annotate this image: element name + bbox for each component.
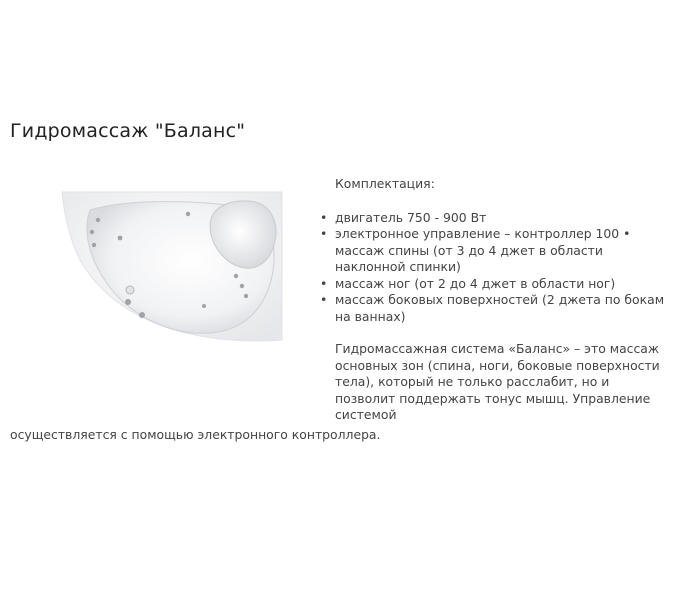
- kit-label: Комплектация:: [335, 176, 435, 191]
- feature-item-control: • электронное управление – контроллер 100 • массаж спины (от 3 до 4 джет в области наклонной спинки): [335, 226, 665, 276]
- product-description-block: [335, 176, 665, 424]
- feature-list: [335, 210, 665, 326]
- system-description-tail: осуществляется с помощью электронного контроллера.: [10, 427, 381, 443]
- feature-item-motor: • двигатель 750 - 900 Вт: [335, 210, 665, 227]
- product-title: Гидромассаж "Баланс": [10, 120, 246, 142]
- corner-bathtub-image: [60, 190, 285, 345]
- system-description: Гидромассажная система «Баланс» – это массаж основных зон (спина, ноги, боковые поверхности тела), который не только расслабит, но и позволит поддержать тонус мышц. Управление системой: [335, 341, 660, 422]
- feature-item-sides: • массаж боковых поверхностей (2 джета по бокам на ваннах): [335, 292, 665, 325]
- feature-item-legs: • массаж ног (от 2 до 4 джет в области ног): [335, 276, 665, 293]
